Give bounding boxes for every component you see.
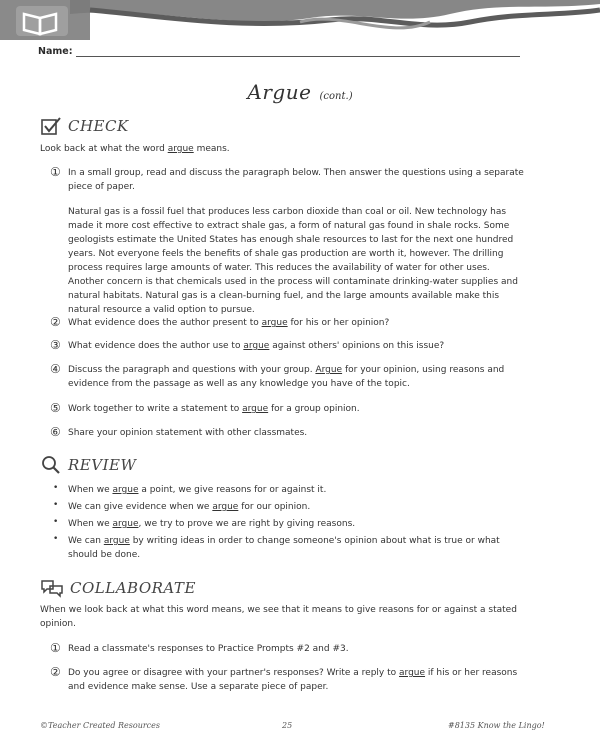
collaborate-item-2: Do you agree or disagree with your partner's responses? Write a reply to argue if his or her reasons and evidence make sense. Use a separate piece of paper.	[68, 668, 518, 692]
check-num-4: ④	[50, 362, 61, 376]
collaborate-intro: When we look back at what this word means, we see that it means to give reasons for or against a stated opinion.	[40, 605, 517, 629]
check-num-3: ③	[50, 338, 61, 352]
magnifier-icon	[40, 455, 62, 475]
check-item-3: What evidence does the author use to argue against others' opinions on this issue?	[68, 341, 445, 351]
review-bullet-1: When we argue a point, we give reasons for or against it.	[68, 485, 327, 495]
collaborate-num-1: ①	[50, 641, 61, 655]
bullet-dot: •	[53, 500, 59, 510]
footer-book-title: #8135 Know the Lingo!	[448, 721, 545, 730]
bullet-dot: •	[53, 517, 59, 527]
book-icon	[16, 6, 68, 36]
check-item-1: In a small group, read and discuss the paragraph below. Then answer the questions using a separate piece of paper.	[68, 168, 524, 192]
check-item-6: Share your opinion statement with other classmates.	[68, 428, 308, 438]
speech-bubbles-icon	[40, 578, 64, 598]
check-num-6: ⑥	[50, 425, 61, 439]
review-bullet-2: We can give evidence when we argue for our opinion.	[68, 502, 311, 512]
check-num-2: ②	[50, 315, 61, 329]
collaborate-item-1: Read a classmate's responses to Practice Prompts #2 and #3.	[68, 644, 349, 654]
name-label: Name:	[38, 46, 73, 57]
checkbox-icon	[40, 116, 62, 136]
check-paragraph: Natural gas is a fossil fuel that produces less carbon dioxide than coal or oil. New technology has made it more cost effective to extract shale gas, a form of natural gas found in shale rocks. Some geologists estimate the United States has enough shale resources to last for the next one hundred years. Not everyone feels the benefits of shale gas production are worth it, however. The drilling process requires large amounts of water. This reduces the availability of water for other uses. Another concern is that chemicals used in the process will contaminate drinking-water supplies and natural habitats. Natural gas is a clean-burning fuel, and the large amounts available make this natural resource a valid option to pursue.	[68, 207, 518, 315]
collaborate-num-2: ②	[50, 665, 61, 679]
review-bullet-3: When we argue, we try to prove we are right by giving reasons.	[68, 519, 356, 529]
check-num-5: ⑤	[50, 401, 61, 415]
check-num-1: ①	[50, 165, 61, 179]
footer-copyright: ©Teacher Created Resources	[40, 721, 160, 730]
bullet-dot: •	[53, 534, 59, 544]
bullet-dot: •	[53, 483, 59, 493]
check-heading	[40, 116, 129, 136]
collaborate-heading	[40, 578, 196, 598]
header-decoration	[0, 0, 600, 60]
title-sub: (cont.)	[319, 91, 353, 102]
check-item-5: Work together to write a statement to argue for a group opinion.	[68, 404, 360, 414]
title-main: Argue	[247, 80, 312, 104]
check-intro: Look back at what the word argue means.	[40, 144, 230, 154]
review-heading-label: REVIEW	[68, 456, 137, 474]
name-line	[76, 56, 520, 57]
check-heading-label: CHECK	[68, 117, 129, 135]
collaborate-heading-label: COLLABORATE	[70, 579, 196, 597]
page-title	[0, 80, 600, 104]
review-bullet-4: We can argue by writing ideas in order to change someone's opinion about what is true or what should be done.	[68, 536, 500, 560]
check-item-4: Discuss the paragraph and questions with your group. Argue for your opinion, using reasons and evidence from the passage as well as any knowledge you have of the topic.	[68, 365, 505, 389]
check-item-2: What evidence does the author present to argue for his or her opinion?	[68, 318, 390, 328]
review-heading	[40, 455, 136, 475]
footer-page-number: 25	[282, 721, 293, 730]
